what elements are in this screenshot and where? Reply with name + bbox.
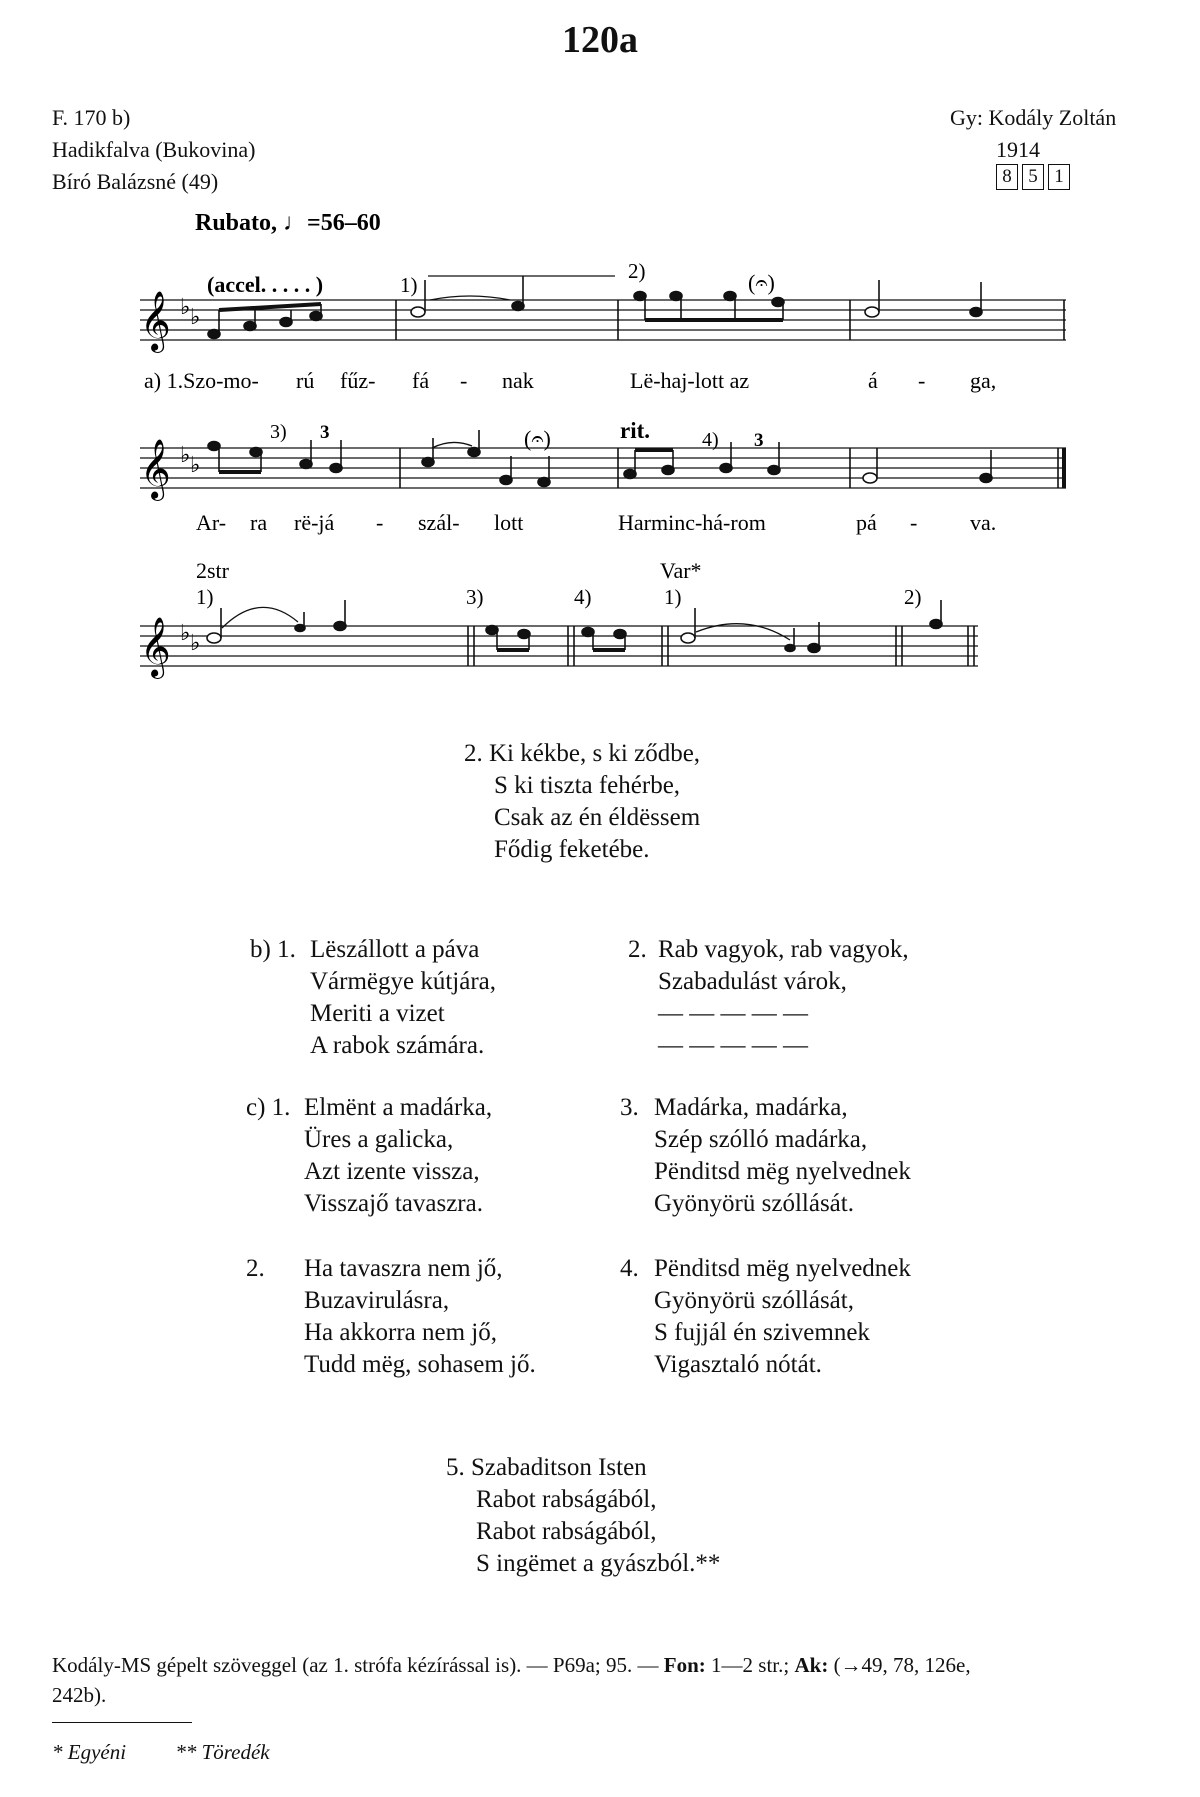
verse-line: Pënditsd mëg nyelvednek bbox=[654, 1255, 911, 1282]
lyric-syllable: fűz- bbox=[340, 368, 376, 393]
verse-line: Lëszállott a páva bbox=[310, 936, 480, 963]
tempo-marking: Rubato, ♩=56–60 bbox=[195, 210, 381, 236]
verse-line: Ha tavaszra nem jő, bbox=[304, 1255, 503, 1282]
lyric-syllable: szál- bbox=[418, 510, 460, 535]
singer-name: Bíró Balázsné (49) bbox=[52, 169, 219, 194]
triplet-mark: 3 bbox=[320, 422, 330, 443]
verse-b2 bbox=[628, 934, 909, 1062]
lyric-syllable: Lë-haj-lott az bbox=[630, 368, 750, 393]
verse-label: b) 1. bbox=[250, 936, 296, 963]
lyric-syllable: rë-já bbox=[294, 510, 335, 535]
verse-line: Szép szólló madárka, bbox=[654, 1126, 868, 1153]
verse-line: Vigasztaló nótát. bbox=[654, 1351, 822, 1378]
verse-line: Visszajő tavaszra. bbox=[304, 1190, 483, 1217]
verse-label: c) 1. bbox=[246, 1094, 291, 1121]
verse-line: Rabot rabságából, bbox=[476, 1486, 657, 1513]
verse-c1 bbox=[246, 1092, 492, 1220]
lyric-syllable: rú bbox=[296, 368, 315, 393]
footnote-double: ** Töredék bbox=[175, 1740, 270, 1764]
verse-line: Szabadulást várok, bbox=[658, 968, 847, 995]
verse-b1 bbox=[250, 934, 496, 1062]
verse-line: S fujjál én szivemnek bbox=[654, 1319, 870, 1346]
variant-marker-2: 2) bbox=[904, 585, 922, 609]
lyric-syllable: va. bbox=[970, 510, 997, 535]
variant-marker-2: 2) bbox=[628, 259, 646, 283]
music-score bbox=[0, 0, 1200, 720]
treble-clef-icon: 𝄞 bbox=[140, 617, 171, 677]
footnote-divider bbox=[52, 1722, 192, 1723]
variant-marker-1: 1) bbox=[400, 273, 418, 297]
variant-marker-3: 3) bbox=[466, 585, 484, 609]
collection-year: 1914 bbox=[996, 137, 1040, 162]
fermata-mark: (𝄐) bbox=[524, 426, 551, 451]
verse-line: 5. Szabaditson Isten bbox=[446, 1454, 647, 1481]
verse-label: 3. bbox=[620, 1094, 639, 1121]
verse-c3 bbox=[620, 1092, 911, 1220]
code-box-2: 5 bbox=[1022, 164, 1044, 190]
verse-line: — — — — — bbox=[658, 1000, 808, 1027]
verse-line: Ha akkorra nem jő, bbox=[304, 1319, 497, 1346]
lyric-syllable: Ar- bbox=[196, 510, 227, 535]
code-box-3: 1 bbox=[1048, 164, 1070, 190]
staff-2-lines bbox=[140, 448, 1066, 488]
treble-clef-icon: 𝄞 bbox=[140, 291, 171, 351]
verse-line: 2. Ki kékbe, s ki ződbe, bbox=[464, 740, 701, 767]
place-of-collection: Hadikfalva (Bukovina) bbox=[52, 137, 256, 162]
accel-marking: (accel. . . . . ) bbox=[207, 272, 324, 297]
lyric-syllable: a) 1.Szo-mo- bbox=[144, 368, 259, 393]
staff-1-notes bbox=[208, 276, 982, 339]
collector-name: Gy: Kodály Zoltán bbox=[950, 105, 1117, 130]
fon-label: Fon: bbox=[663, 1653, 706, 1677]
verse-line: Elmënt a madárka, bbox=[304, 1094, 493, 1121]
verse-line: Rabot rabságából, bbox=[476, 1518, 657, 1545]
lyric-syllable: ga, bbox=[970, 368, 997, 393]
flat-icon: ♭ bbox=[190, 453, 201, 478]
variant-label-2str: 2str bbox=[196, 558, 229, 583]
verse-line: Vármëgye kútjára, bbox=[310, 968, 497, 995]
lyric-syllable: - bbox=[910, 510, 918, 535]
fermata-mark: (𝄐) bbox=[748, 270, 775, 295]
verse-line: Tudd mëg, sohasem jő. bbox=[304, 1351, 536, 1378]
ak-text: (→49, 78, 126e, bbox=[828, 1653, 971, 1677]
verse-line: Meriti a vizet bbox=[310, 1000, 445, 1027]
ak-label: Ak: bbox=[794, 1653, 829, 1677]
staff-1-lyrics bbox=[144, 368, 996, 393]
verse-line: Pënditsd mëg nyelvednek bbox=[654, 1158, 911, 1185]
footnotes bbox=[52, 1740, 314, 1765]
footnote-single: * Egyéni bbox=[52, 1740, 127, 1764]
variant-marker-1: 1) bbox=[196, 585, 214, 609]
verse-c4 bbox=[620, 1253, 911, 1381]
triplet-mark: 3 bbox=[754, 430, 764, 451]
verse-line: Gyönyörü szóllását, bbox=[654, 1287, 854, 1314]
flat-icon: ♭ bbox=[180, 295, 191, 320]
variant-label-var: Var* bbox=[660, 558, 702, 583]
variant-marker-3: 3) bbox=[270, 421, 287, 443]
source-notes bbox=[52, 1650, 1152, 1710]
verse-line: S ki tiszta fehérbe, bbox=[494, 772, 681, 799]
lyric-syllable: fá bbox=[412, 368, 430, 393]
lyric-syllable: lott bbox=[494, 510, 524, 535]
verse-line: Rab vagyok, rab vagyok, bbox=[658, 936, 909, 963]
staff-3-lines bbox=[140, 626, 978, 666]
verse-c5 bbox=[446, 1452, 720, 1580]
verse-a2 bbox=[464, 738, 700, 866]
verse-label: 2. bbox=[246, 1255, 265, 1282]
verse-line: Üres a galicka, bbox=[304, 1126, 454, 1153]
verse-line: Fődig feketébe. bbox=[494, 836, 650, 863]
verse-line: Madárka, madárka, bbox=[654, 1094, 848, 1121]
verse-line: Csak az én éldëssem bbox=[494, 804, 701, 831]
code-box-1: 8 bbox=[996, 164, 1018, 190]
source-notes-text: Kodály-MS gépelt szöveggel (az 1. strófa kézírással is). — P69a; 95. — bbox=[52, 1653, 664, 1677]
flat-icon: ♭ bbox=[190, 305, 201, 330]
verse-line: Buzavirulásra, bbox=[304, 1287, 450, 1314]
lyric-syllable: - bbox=[918, 368, 926, 393]
lyric-syllable: pá bbox=[856, 510, 877, 535]
source-reference: F. 170 b) bbox=[52, 105, 131, 130]
lyric-syllable: Harminc-há-rom bbox=[618, 510, 766, 535]
staff-2-lyrics bbox=[196, 510, 996, 535]
verse-line: S ingëmet a gyászból.** bbox=[476, 1550, 721, 1577]
lyric-syllable: ra bbox=[250, 510, 268, 535]
variant-marker-1: 1) bbox=[664, 585, 682, 609]
verse-line: Gyönyörü szóllását. bbox=[654, 1190, 854, 1217]
lyric-syllable: - bbox=[460, 368, 468, 393]
variant-marker-4: 4) bbox=[574, 585, 592, 609]
verse-label: 2. bbox=[628, 936, 647, 963]
verse-line: — — — — — bbox=[658, 1032, 808, 1059]
fon-text: 1—2 str.; bbox=[705, 1653, 795, 1677]
source-notes-continuation: 242b). bbox=[52, 1683, 107, 1707]
flat-icon: ♭ bbox=[190, 631, 201, 656]
rit-marking: rit. bbox=[620, 418, 651, 443]
lyric-syllable: nak bbox=[502, 368, 534, 393]
lyric-syllable: á bbox=[868, 368, 878, 393]
verse-c2 bbox=[246, 1253, 536, 1381]
variant-marker-4: 4) bbox=[702, 429, 719, 451]
lyric-syllable: - bbox=[376, 510, 384, 535]
treble-clef-icon: 𝄞 bbox=[140, 439, 171, 499]
flat-icon: ♭ bbox=[180, 443, 191, 468]
page-title: 120a bbox=[562, 19, 638, 61]
flat-icon: ♭ bbox=[180, 621, 191, 646]
verse-line: Azt izente vissza, bbox=[304, 1158, 480, 1185]
verse-label: 4. bbox=[620, 1255, 639, 1282]
verse-line: A rabok számára. bbox=[310, 1032, 485, 1059]
